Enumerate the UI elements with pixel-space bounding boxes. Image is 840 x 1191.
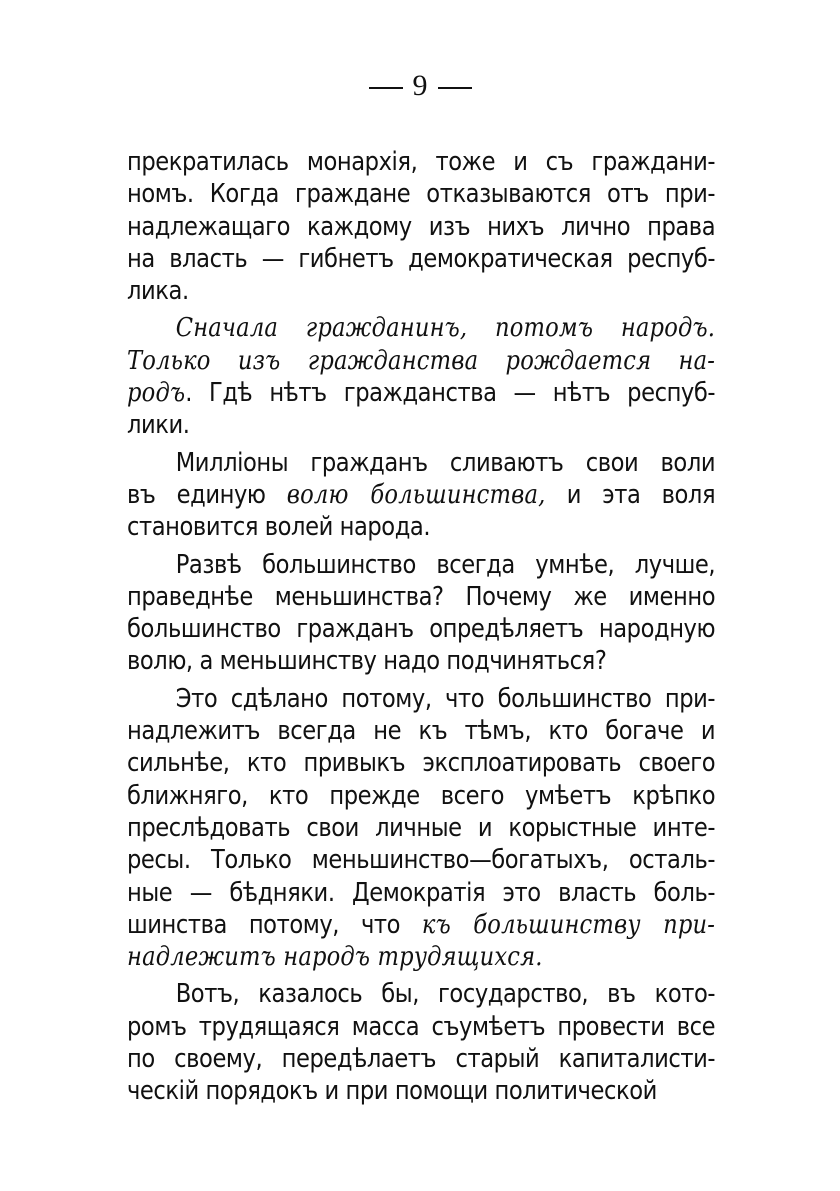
text-run: лики. — [127, 410, 190, 441]
paragraph — [127, 146, 715, 307]
text-run: праведнѣе меньшинства? Почему же именно — [127, 581, 716, 612]
text-run: сильнѣе, кто привыкъ эксплоатировать своего — [127, 748, 716, 779]
text-line — [127, 909, 715, 941]
text-run: волю, а меньшинству надо подчиняться? — [127, 646, 607, 677]
italic-text: къ большинству при- — [421, 909, 716, 940]
text-line — [127, 1011, 715, 1043]
text-line — [127, 409, 715, 441]
text-line — [127, 377, 715, 409]
text-line — [127, 844, 715, 876]
text-line — [127, 1075, 715, 1107]
text-run: . Гдѣ нѣтъ гражданства — нѣтъ респуб- — [185, 378, 716, 409]
text-run: прекратилась монархія, тоже и съ граждани- — [127, 147, 716, 177]
text-run: лика. — [127, 276, 189, 307]
text-run: Милліоны гражданъ сливаютъ свои воли — [175, 447, 716, 478]
italic-text: родъ — [127, 378, 186, 409]
text-line — [127, 1043, 715, 1075]
text-run: становится волей народа. — [127, 512, 431, 543]
text-line — [127, 447, 715, 479]
text-line — [127, 511, 715, 543]
text-line — [127, 146, 715, 178]
text-line — [127, 549, 715, 581]
text-line — [127, 243, 715, 275]
text-run: ные — бѣдняки. Демократія это власть боль- — [127, 877, 716, 908]
text-line — [127, 683, 715, 715]
header-dash-left — [369, 87, 403, 89]
text-run: ближняго, кто прежде всего умѣетъ крѣпко — [127, 780, 716, 811]
text-run: Это сдѣлано потому, что большинство при- — [175, 683, 716, 714]
italic-text: волю большинства, — [286, 479, 546, 510]
text-run: надлежащаго каждому изъ нихъ лично права — [127, 211, 716, 242]
text-line — [127, 211, 715, 243]
paragraph — [127, 978, 715, 1107]
text-line — [127, 312, 715, 344]
italic-text: надлежитъ народъ трудящихся. — [127, 942, 543, 973]
text-run: и эта воля — [545, 479, 716, 510]
text-run: ресы. Только меньшинство—богатыхъ, осталь- — [127, 845, 716, 876]
text-line — [127, 275, 715, 307]
text-line — [127, 581, 715, 613]
text-run: шинства потому, что — [127, 909, 422, 940]
text-line — [127, 479, 715, 511]
text-run: преслѣдовать свои личные и корыстные инте- — [127, 812, 716, 843]
text-line — [127, 715, 715, 747]
text-run: ромъ трудящаяся масса съумѣетъ провести все — [127, 1011, 716, 1042]
paragraph — [127, 549, 715, 678]
page-header — [0, 68, 840, 104]
text-run: надлежитъ всегда не къ тѣмъ, кто богаче и — [127, 716, 716, 747]
italic-text: Сначала гражданинъ, потомъ народъ. — [175, 313, 716, 344]
body-text — [127, 146, 715, 1108]
text-line — [127, 812, 715, 844]
header-dash-right — [438, 87, 472, 89]
paragraph — [127, 312, 715, 441]
text-run: въ единую — [127, 479, 287, 510]
text-line — [127, 345, 715, 377]
paragraph — [127, 447, 715, 544]
paragraph — [127, 683, 715, 974]
text-line — [127, 877, 715, 909]
text-run: большинство гражданъ опредѣляетъ народную — [127, 614, 716, 645]
text-line — [127, 780, 715, 812]
text-line — [127, 645, 715, 677]
page-number: 9 — [412, 69, 428, 102]
text-line — [127, 941, 715, 973]
italic-text: Только изъ гражданства рождается на- — [127, 345, 716, 376]
text-run: Развѣ большинство всегда умнѣе, лучше, — [175, 549, 716, 580]
text-line — [127, 747, 715, 779]
text-run: Вотъ, казалось бы, государство, въ кото- — [175, 979, 716, 1010]
text-line — [127, 978, 715, 1010]
text-line — [127, 178, 715, 210]
text-run: номъ. Когда граждане отказываются отъ при- — [127, 179, 716, 210]
text-run: ческій порядокъ и при помощи политической — [127, 1076, 657, 1107]
text-line — [127, 613, 715, 645]
text-run: на власть — гибнетъ демократическая респуб- — [127, 243, 716, 274]
text-run: по своему, передѣлаетъ старый капиталисти- — [127, 1044, 716, 1075]
